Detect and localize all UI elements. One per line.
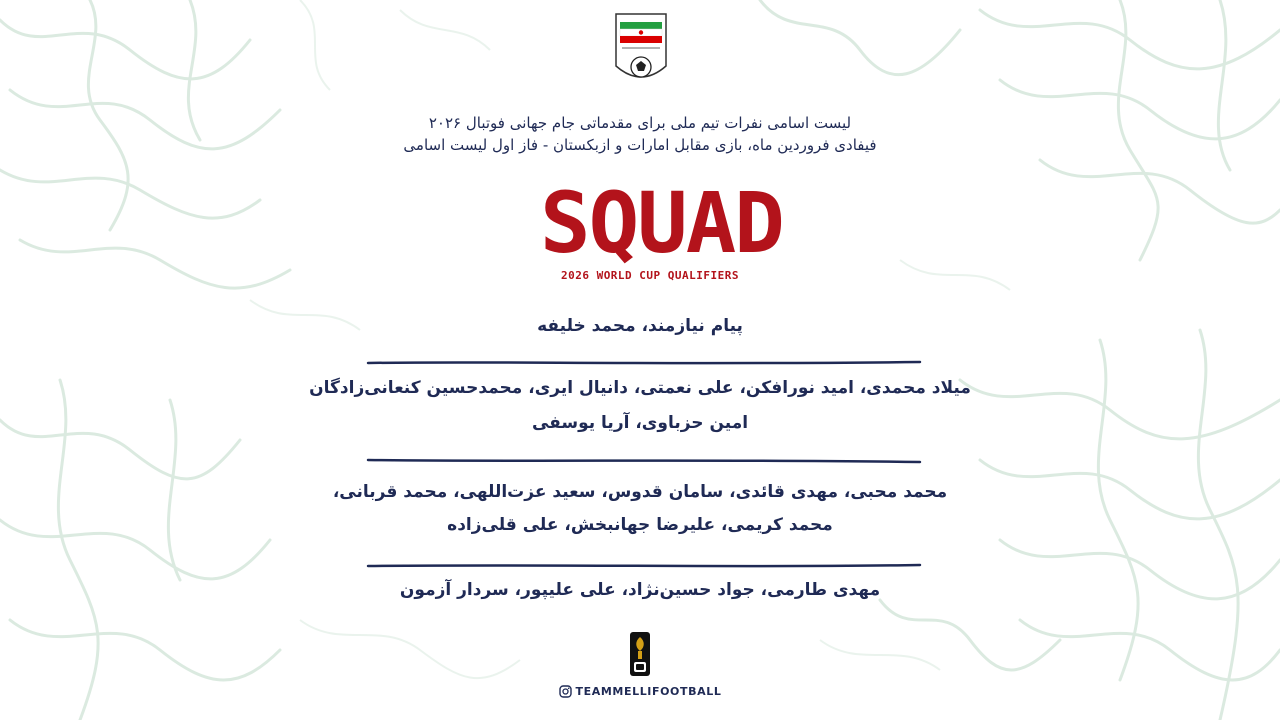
- roster-defenders-line-1: میلاد محمدی، امید نورافکن، علی نعمتی، دانیال ایری، محمدحسین کنعانی‌زادگان: [309, 378, 971, 398]
- header-line-2: فیفادی فروردین ماه، بازی مقابل امارات و ازبکستان - فاز اول لیست اسامی: [403, 136, 877, 154]
- federation-logo: [610, 8, 672, 90]
- divider: [364, 561, 924, 571]
- header-line-1: لیست اسامی نفرات تیم ملی برای مقدماتی جام جهانی فوتبال ۲۰۲۶: [428, 114, 852, 132]
- divider: [364, 456, 924, 466]
- roster-midfielders-line-1: محمد محبی، مهدی قائدی، سامان قدوس، سعید عزت‌اللهی، محمد قربانی،: [332, 482, 948, 502]
- squad-subtitle: 2026 WORLD CUP QUALIFIERS: [560, 269, 740, 282]
- instagram-icon: [559, 685, 572, 698]
- divider: [364, 358, 924, 368]
- squad-title: SQUAD: [540, 174, 783, 272]
- roster-goalkeepers: پیام نیازمند، محمد خلیفه: [537, 316, 743, 336]
- world-cup-2026-logo: [624, 632, 656, 676]
- roster-defenders-line-2: امین حزباوی، آریا یوسفی: [531, 413, 749, 433]
- roster-forwards: مهدی طارمی، جواد حسین‌نژاد، علی علیپور، سردار آزمون: [399, 580, 881, 600]
- instagram-handle[interactable]: TEAMMELLIFOOTBALL: [575, 684, 722, 698]
- roster-midfielders-line-2: محمد کریمی، علیرضا جهانبخش، علی قلی‌زاده: [447, 515, 833, 535]
- social-handle-row: [540, 683, 740, 699]
